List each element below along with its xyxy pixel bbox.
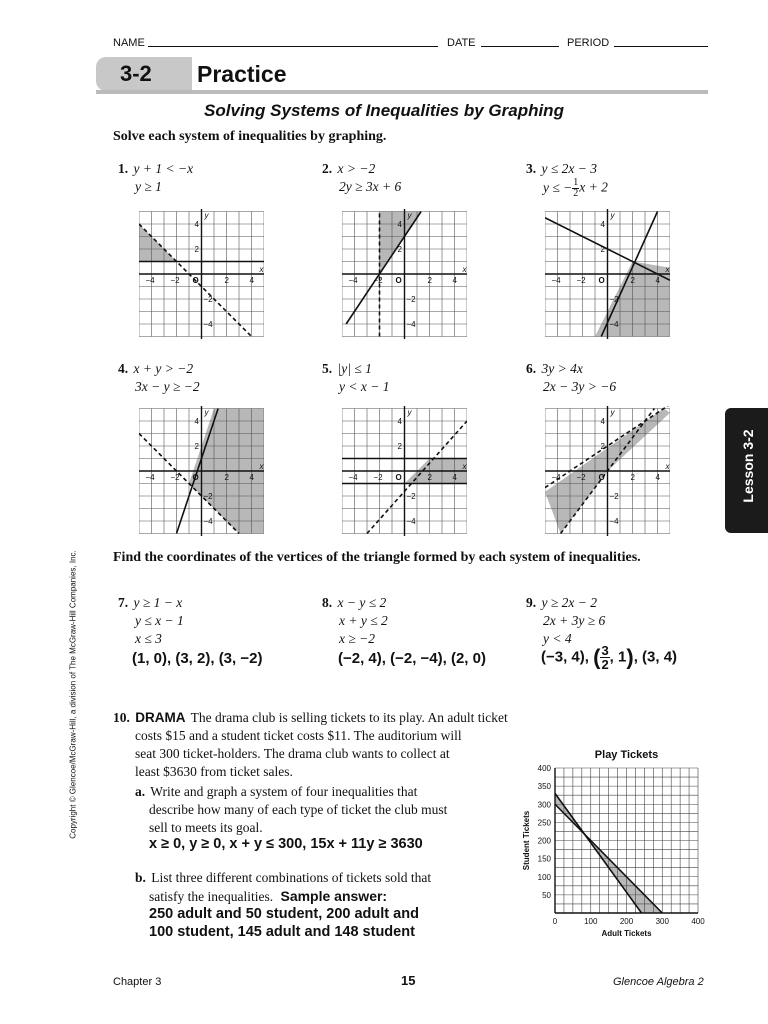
tick-label: −4 [203,517,213,526]
y-tick-label: 100 [537,872,551,882]
problem-number: 8. [322,595,333,610]
problem-number: 4. [118,361,129,376]
side-tab-label: Lesson 3-2 [740,429,756,503]
date-line[interactable] [481,46,559,47]
part-text: describe how many of each type of ticket the club must [149,802,448,817]
problem-line: x ≤ 3 [135,631,162,646]
answer-part: , (3, 4) [633,648,678,666]
answer-b-lead: Sample answer: [280,888,388,904]
x-axis-label: x [665,265,670,274]
tick-label: −2 [609,492,619,501]
fraction-denominator: 2 [573,188,579,199]
page-subtitle: Solving Systems of Inequalities by Graphing [204,101,564,120]
tick-label: −2 [373,276,383,285]
answer-b-line: 250 adult and 50 student, 200 adult and [149,906,419,922]
tick-label: 2 [600,442,605,451]
tick-label: 2 [397,245,402,254]
y-axis-label: y [204,211,209,220]
problem-line: x + 2 [579,179,608,195]
problem-topic: DRAMA [135,710,186,725]
copyright-notice: Copyright © Glencoe/McGraw-Hill, a division of The McGraw-Hill Companies, Inc. [68,550,78,839]
graph-2 [342,209,467,339]
answer-8: (−2, 4), (−2, −4), (2, 0) [338,650,486,667]
problem-text: costs $15 and a student ticket costs $11. The auditorium will [135,728,462,743]
tick-label: 2 [600,245,605,254]
chart-title: Play Tickets [594,749,659,761]
tick-label: −4 [406,517,416,526]
problem-line: x + y > −2 [133,361,194,376]
part-text: Write and graph a system of four inequalities that [150,784,418,799]
problem-3 [526,160,608,199]
tick-label: 4 [600,417,605,426]
problem-line: y ≤ − [543,179,573,195]
y-tick-label: 150 [537,854,551,864]
tick-label: 4 [452,276,457,285]
tick-label: 4 [249,276,254,285]
y-axis-title: Student Tickets [522,810,531,871]
coordinate-grid [545,406,670,536]
lesson-side-tab [725,408,768,533]
x-tick-label: 400 [691,917,705,926]
footer-book-title: Glencoe Algebra 2 [613,976,704,988]
tick-label: 2 [194,442,199,451]
problem-line: 2y ≥ 3x + 6 [339,179,402,194]
name-label: NAME [113,37,145,49]
problem-line: |y| ≤ 1 [337,361,372,376]
answer-part: (−3, 4), [541,648,589,666]
tick-label: −2 [406,295,416,304]
problem-line: 2x − 3y > −6 [543,379,617,394]
part-label: a. [135,784,146,799]
problem-2 [322,160,401,196]
tick-label: −4 [609,320,619,329]
x-tick-label: 200 [619,917,634,926]
period-label: PERIOD [567,37,610,49]
problem-line: x − y ≤ 2 [337,595,387,610]
tick-label: −2 [170,276,180,285]
y-tick-label: 250 [537,818,551,828]
coordinate-grid [139,209,264,339]
tick-label: 2 [427,276,432,285]
problem-text: least $3630 from ticket sales. [135,764,293,779]
answer-9 [541,644,677,671]
problem-line: y < x − 1 [339,379,390,394]
tick-label: 4 [397,417,402,426]
origin-label: O [192,473,199,482]
answer-a: x ≥ 0, y ≥ 0, x + y ≤ 300, 15x + 11y ≥ 3630 [149,836,423,852]
problem-line: 2x + 3y ≥ 6 [543,613,606,628]
coordinate-grid [342,209,467,339]
x-axis-label: x [462,265,467,274]
part-b [135,869,431,906]
tick-label: −4 [551,473,561,482]
tick-label: −2 [373,473,383,482]
origin-label: O [192,276,199,285]
problem-10 [113,709,583,781]
tick-label: −4 [203,320,213,329]
y-tick-label: 300 [537,800,551,810]
tick-label: 2 [224,276,229,285]
origin-label: O [395,276,402,285]
period-line[interactable] [614,46,708,47]
origin-label: O [598,276,605,285]
graph-5 [342,406,467,536]
problem-text: seat 300 ticket-holders. The drama club wants to collect at [135,746,450,761]
tick-label: −4 [551,276,561,285]
problem-line: y < 4 [543,631,572,646]
tick-label: −4 [609,517,619,526]
answer-7: (1, 0), (3, 2), (3, −2) [132,650,263,667]
play-tickets-chart [515,740,715,950]
problem-line: y ≤ x − 1 [135,613,184,628]
graph-1 [139,209,264,339]
tick-label: −2 [170,473,180,482]
x-axis-label: x [259,265,264,274]
answer-b [149,905,419,941]
y-axis-label: y [610,408,615,417]
problem-1 [118,160,193,196]
tick-label: 4 [600,220,605,229]
problem-number: 10. [113,710,130,725]
problem-4 [118,360,200,396]
problem-line: x + y ≤ 2 [339,613,388,628]
footer-page-number: 15 [401,973,416,988]
name-line[interactable] [148,46,438,47]
problem-line: x > −2 [337,161,376,176]
x-tick-label: 100 [584,917,598,926]
tick-label: 2 [427,473,432,482]
problem-line: y ≥ 2x − 2 [541,595,598,610]
tick-label: −2 [576,276,586,285]
y-axis-label: y [610,211,615,220]
coordinate-grid [139,406,264,536]
part-text: sell to meets its goal. [149,820,263,835]
tick-label: 2 [630,276,635,285]
y-axis-label: y [407,211,412,220]
y-tick-label: 50 [542,890,551,900]
problem-6 [526,360,616,396]
graph-3 [545,209,670,339]
answer-b-line: 100 student, 145 adult and 148 student [149,924,415,940]
coordinate-grid [342,406,467,536]
y-axis-label: y [407,408,412,417]
x-axis-label: x [462,462,467,471]
tick-label: −4 [348,276,358,285]
play-tickets-svg [515,740,715,945]
problem-number: 6. [526,361,537,376]
lesson-type: Practice [197,61,287,87]
tick-label: 4 [249,473,254,482]
problem-9 [526,594,605,648]
tick-label: 2 [630,473,635,482]
problem-line: y ≥ 1 [135,179,162,194]
problem-number: 2. [322,161,333,176]
fraction-denominator: 2 [601,657,609,672]
problem-number: 9. [526,595,537,610]
tick-label: −2 [609,295,619,304]
tick-label: 4 [655,276,660,285]
origin-label: O [598,473,605,482]
part-text: satisfy the inequalities. [149,889,274,904]
tick-label: 4 [655,473,660,482]
footer-chapter: Chapter 3 [113,976,162,988]
tick-label: −4 [406,320,416,329]
close-paren: ) [626,644,634,670]
x-axis-title: Adult Tickets [601,929,652,938]
problem-number: 7. [118,595,129,610]
part-a [135,783,447,837]
fraction-numerator: 3 [601,643,609,658]
graph-4 [139,406,264,536]
tick-label: 4 [397,220,402,229]
problem-line: y ≥ 1 − x [133,595,183,610]
problem-number: 3. [526,161,537,176]
problem-line: 3y > 4x [541,361,583,376]
x-axis-label: x [259,462,264,471]
y-tick-label: 350 [537,782,551,792]
answer-part: , 1 [609,648,627,666]
problem-number: 5. [322,361,333,376]
problem-line: x ≥ −2 [339,631,376,646]
tick-label: 2 [224,473,229,482]
tick-label: 4 [194,417,199,426]
instructions-vertices: Find the coordinates of the vertices of the triangle formed by each system of inequalities. [113,550,641,565]
fraction-numerator: 1 [573,177,579,188]
problem-5 [322,360,389,396]
open-paren: ( [593,644,601,670]
tick-label: 4 [452,473,457,482]
tick-label: −4 [145,473,155,482]
problem-line: y + 1 < −x [133,161,194,176]
coordinate-grid [545,209,670,339]
problem-line: 3x − y ≥ −2 [135,379,200,394]
date-label: DATE [447,37,476,49]
graph-6 [545,406,670,536]
x-axis-label: x [665,462,670,471]
problem-7 [118,594,184,648]
problem-line: y ≤ 2x − 3 [541,161,598,176]
y-axis-label: y [204,408,209,417]
problem-number: 1. [118,161,129,176]
problem-8 [322,594,388,648]
tick-label: −4 [348,473,358,482]
instructions-graphing: Solve each system of inequalities by graphing. [113,129,387,144]
tick-label: −2 [406,492,416,501]
problem-text: The drama club is selling tickets to its play. An adult ticket [190,710,508,725]
tick-label: 4 [194,220,199,229]
part-label: b. [135,870,146,885]
tick-label: 2 [194,245,199,254]
tick-label: −2 [203,295,213,304]
tick-label: 2 [397,442,402,451]
lesson-number: 3-2 [120,61,152,86]
x-tick-label: 300 [655,917,669,926]
fraction [600,644,609,671]
part-text: List three different combinations of tickets sold that [151,870,432,885]
origin-label: O [395,473,402,482]
tick-label: −2 [576,473,586,482]
tick-label: −4 [145,276,155,285]
y-tick-label: 200 [537,836,551,846]
title-rule [96,90,708,94]
tick-label: −2 [203,492,213,501]
x-tick-label: 0 [552,917,558,926]
y-tick-label: 400 [537,764,551,773]
